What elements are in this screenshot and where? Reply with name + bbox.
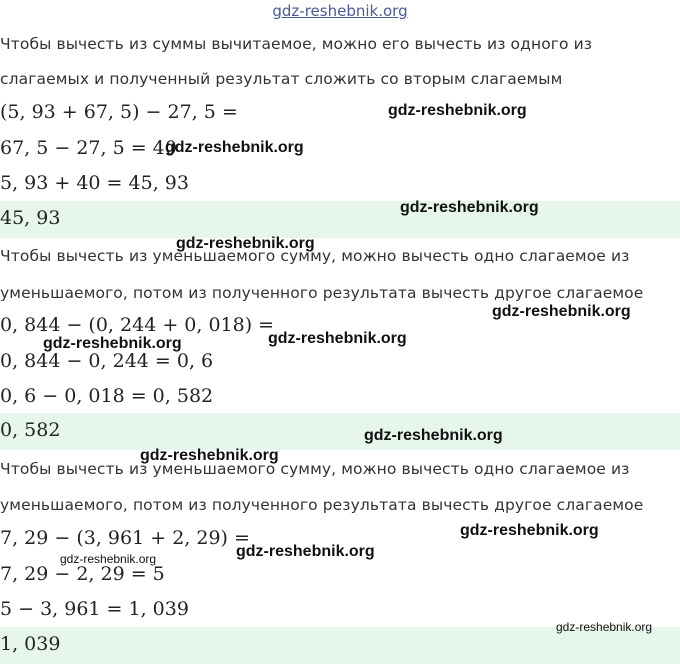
math-step: 7, 29 − (3, 961 + 2, 29) = bbox=[0, 527, 250, 549]
watermark: gdz-reshebnik.org bbox=[556, 620, 653, 634]
watermark: gdz-reshebnik.org bbox=[400, 199, 539, 216]
answer-value: 45, 93 bbox=[0, 207, 61, 229]
rule-text-line: слагаемых и полученный результат сложить со вторым слагаемым bbox=[0, 70, 563, 88]
rule-text-line: Чтобы вычесть из суммы вычитаемое, можно его вычесть из одного из bbox=[0, 35, 593, 53]
answer-value: 1, 039 bbox=[0, 633, 61, 655]
math-step: (5, 93 + 67, 5) − 27, 5 = bbox=[0, 101, 238, 123]
watermark: gdz-reshebnik.org bbox=[364, 427, 503, 444]
rule-text-line: уменьшаемого, потом из полученного результата вычесть другое слагаемое bbox=[0, 496, 644, 514]
answer-value: 0, 582 bbox=[0, 419, 61, 441]
math-step: 5 − 3, 961 = 1, 039 bbox=[0, 598, 189, 620]
rule-text-line: уменьшаемого, потом из полученного результата вычесть другое слагаемое bbox=[0, 284, 644, 302]
watermark: gdz-reshebnik.org bbox=[43, 335, 182, 352]
answer-band bbox=[0, 201, 680, 238]
site-header-link[interactable]: gdz-reshebnik.org bbox=[272, 2, 408, 20]
watermark: gdz-reshebnik.org bbox=[388, 102, 527, 119]
watermark: gdz-reshebnik.org bbox=[60, 552, 157, 566]
math-step: 0, 6 − 0, 018 = 0, 582 bbox=[0, 385, 214, 407]
watermark: gdz-reshebnik.org bbox=[268, 330, 407, 347]
math-step: 0, 844 − 0, 244 = 0, 6 bbox=[0, 350, 214, 372]
watermark: gdz-reshebnik.org bbox=[236, 543, 375, 560]
watermark: gdz-reshebnik.org bbox=[165, 139, 304, 156]
rule-text-line: Чтобы вычесть из уменьшаемого сумму, можно вычесть одно слагаемое из bbox=[0, 460, 630, 478]
watermark: gdz-reshebnik.org bbox=[460, 522, 599, 539]
math-step: 7, 29 − 2, 29 = 5 bbox=[0, 563, 165, 585]
rule-text-line: Чтобы вычесть из уменьшаемого сумму, можно вычесть одно слагаемое из bbox=[0, 247, 630, 265]
watermark: gdz-reshebnik.org bbox=[492, 303, 631, 320]
math-step: 67, 5 − 27, 5 = 40 bbox=[0, 137, 177, 159]
math-step: 5, 93 + 40 = 45, 93 bbox=[0, 172, 189, 194]
watermark: gdz-reshebnik.org bbox=[140, 447, 279, 464]
math-step: 0, 844 − (0, 244 + 0, 018) = bbox=[0, 314, 275, 336]
watermark: gdz-reshebnik.org bbox=[176, 235, 315, 252]
answer-band bbox=[0, 413, 680, 450]
